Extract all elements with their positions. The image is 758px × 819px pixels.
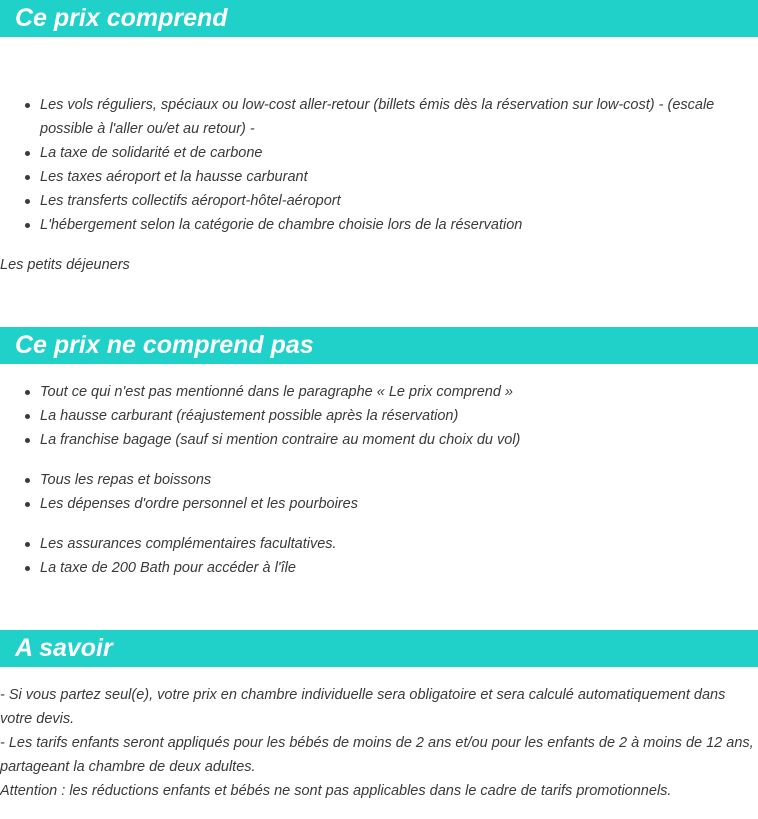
excluded-list-3 — [0, 532, 758, 580]
bullet-icon — [25, 175, 30, 180]
list-item: La taxe de 200 Bath pour accéder à l'île — [0, 556, 758, 580]
info-paragraph: - Si vous partez seul(e), votre prix en chambre individuelle sera obligatoire et sera calculé automatiquement dans votre devis. — [0, 687, 726, 727]
info-paragraph: Attention : les réductions enfants et bébés ne sont pas applicables dans le cadre de tarifs promotionnels. — [0, 783, 672, 799]
included-extra-text: Les petits déjeuners — [0, 257, 130, 273]
bullet-icon — [25, 478, 30, 483]
list-item: Les transferts collectifs aéroport-hôtel-aéroport — [0, 189, 758, 213]
section-title-a-savoir: A savoir — [15, 634, 113, 662]
list-item: La franchise bagage (sauf si mention contraire au moment du choix du vol) — [0, 428, 758, 452]
list-item: L'hébergement selon la catégorie de chambre choisie lors de la réservation — [0, 213, 758, 237]
bullet-icon — [25, 502, 30, 507]
bullet-icon — [25, 103, 30, 108]
excluded-list-2 — [0, 468, 758, 516]
bullet-icon — [25, 151, 30, 156]
info-paragraphs — [0, 683, 758, 803]
list-item: Les vols réguliers, spéciaux ou low-cost aller-retour (billets émis dès la réservation sur low-cost) - (escale possible à l'aller ou/et au retour) - — [0, 93, 758, 141]
list-item: Les taxes aéroport et la hausse carburant — [0, 165, 758, 189]
section-header-comprend — [0, 0, 758, 37]
included-list — [0, 93, 758, 237]
bullet-icon — [25, 438, 30, 443]
list-item: La hausse carburant (réajustement possible après la réservation) — [0, 404, 758, 428]
list-item: Les dépenses d'ordre personnel et les pourboires — [0, 492, 758, 516]
section-header-a-savoir — [0, 630, 758, 667]
list-item: La taxe de solidarité et de carbone — [0, 141, 758, 165]
list-item: Les assurances complémentaires facultatives. — [0, 532, 758, 556]
bullet-icon — [25, 542, 30, 547]
bullet-icon — [25, 390, 30, 395]
bullet-icon — [25, 199, 30, 204]
list-item: Tout ce qui n'est pas mentionné dans le paragraphe « Le prix comprend » — [0, 380, 758, 404]
bullet-icon — [25, 566, 30, 571]
list-item: Tous les repas et boissons — [0, 468, 758, 492]
section-title-ne-comprend-pas: Ce prix ne comprend pas — [15, 331, 314, 359]
section-header-ne-comprend-pas — [0, 327, 758, 364]
bullet-icon — [25, 223, 30, 228]
info-paragraph: - Les tarifs enfants seront appliqués pour les bébés de moins de 2 ans et/ou pour les enfants de 2 à moins de 12 ans, partageant la chambre de deux adultes. — [0, 735, 754, 775]
bullet-icon — [25, 414, 30, 419]
section-title-comprend: Ce prix comprend — [15, 4, 228, 32]
excluded-list-1 — [0, 380, 758, 452]
